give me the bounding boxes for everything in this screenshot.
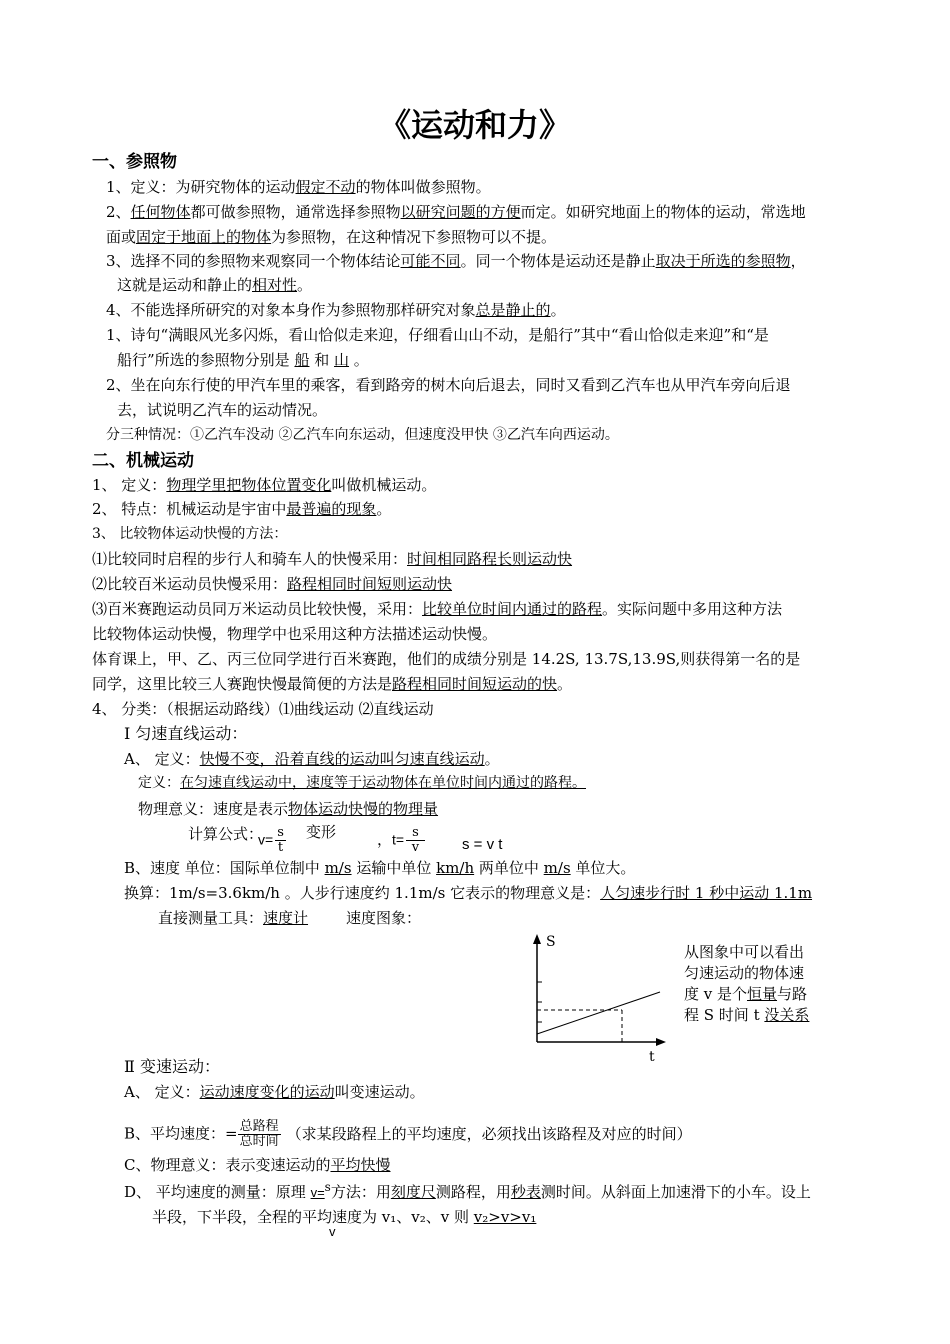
section-heading-reference: 一、参照物 — [92, 152, 177, 172]
race-question: 体育课上，甲、乙、丙三位同学进行百米赛跑，他们的成绩分别是 14.2S, 13.7S,13.9S,则获得第一名的是 — [92, 650, 801, 668]
ref-point-3-cont: 这就是运动和静止的相对性。 — [117, 276, 313, 294]
speed-unit: B、速度 单位：国际单位制中 m/s 运输中单位 km/h 两单位中 m/s 单位大。 — [124, 859, 636, 877]
question-2-answer: 分三种情况：①乙汽车没动 ②乙汽车向东运动，但速度没甲快 ③乙汽车向西运动。 — [106, 427, 619, 443]
uniform-motion-heading: Ⅰ 匀速直线运动： — [124, 724, 248, 743]
question-2-cont: 去，试说明乙汽车的运动情况。 — [117, 401, 328, 419]
speed-meaning: 物理意义：速度是表示物体运动快慢的物理量 — [138, 800, 439, 818]
formula-label: 计算公式： — [188, 825, 264, 843]
formula-t: ，t= $\frac{s}{v}$ — [377, 826, 425, 855]
motion-feature: 2、 特点：机械运动是宇宙中最普遍的现象。 — [92, 500, 392, 518]
graph-line — [537, 992, 660, 1034]
question-2: 2、坐在向东行使的甲汽车里的乘客，看到路旁的树木向后退去，同时又看到乙汽车也从甲汽车旁向后退 — [106, 376, 791, 394]
average-speed: B、平均速度：= $\frac{\text{总路程}}{\text{总时间}}$ （求某段路程上的平均速度，必须找出该路程及对应的时间） — [124, 1119, 692, 1149]
graph-note: 从图象中可以看出 匀速运动的物体速 度 v 是个恒量与路 程 S 时间 t 没关系 — [684, 943, 810, 1024]
graph-y-label: S — [546, 934, 556, 950]
ref-definition: 1、定义：为研究物体的运动假定不动的物体叫做参照物。 — [106, 178, 491, 196]
compare-method-2: ⑵比较百米运动员快慢采用：路程相同时间短则运动快 — [92, 575, 453, 593]
compare-method-3: ⑶百米赛跑运动员同万米运动员比较快慢，采用：比较单位时间内通过的路程。实际问题中多用这种方法 — [92, 600, 783, 618]
section-heading-motion: 二、机械运动 — [92, 451, 194, 471]
graph-x-arrow — [656, 1038, 666, 1046]
motion-compare-heading: 3、 比较物体运动快慢的方法： — [92, 526, 288, 542]
uniform-definition-a: A、 定义：快慢不变，沿着直线的运动叫匀速直线运动。 — [124, 750, 500, 768]
page-title: 《运动和力》 — [378, 106, 571, 144]
variable-definition: A、 定义：运动速度变化的运动叫变速运动。 — [124, 1083, 425, 1101]
variable-motion-heading: Ⅱ 变速运动： — [124, 1057, 220, 1076]
graph-y-arrow — [533, 934, 541, 944]
formula-s: s = v t — [462, 836, 503, 853]
uniform-definition-b: 定义：在匀速直线运动中，速度等于运动物体在单位时间内通过的路程。 — [138, 775, 586, 791]
ref-point-2: 2、任何物体都可做参照物，通常选择参照物以研究问题的方便而定。如研究地面上的物体的运动，常选地 — [106, 203, 806, 221]
compare-method-3-cont: 比较物体运动快慢，物理学中也采用这种方法描述运动快慢。 — [92, 625, 498, 643]
speed-tool: 直接测量工具：速度计 速度图象： — [158, 909, 422, 927]
formula-transform: 变形 — [306, 823, 337, 841]
ref-point-2-cont: 面或固定于地面上的物体为参照物，在这种情况下参照物可以不提。 — [106, 228, 557, 246]
average-speed-relation: 半段，下半段，全程的平均速度为 v₁、v₂、v 则 v₂>v>v₁ — [152, 1208, 537, 1226]
speed-conversion: 换算：1m/s=3.6km/h 。人步行速度约 1.1m/s 它表示的物理意义是：人匀速步行时 1 秒中运动 1.1m — [124, 884, 813, 902]
formula-v: v= $\frac{s}{t}$ — [258, 825, 284, 855]
race-question-cont: 同学，这里比较三人赛跑快慢最简便的方法是路程相同时间短运动的快。 — [92, 675, 573, 693]
motion-definition: 1、 定义：物理学里把物体位置变化叫做机械运动。 — [92, 476, 437, 494]
compare-method-1: ⑴比较同时启程的步行人和骑车人的快慢采用：时间相同路程长则运动快 — [92, 550, 573, 568]
formula-v-denominator: v — [329, 1224, 336, 1239]
motion-classification: 4、 分类：（根据运动路线）⑴曲线运动 ⑵直线运动 — [92, 700, 434, 718]
average-speed-meaning: C、物理意义：表示变速运动的平均快慢 — [124, 1156, 391, 1174]
ref-point-4: 4、不能选择所研究的对象本身作为参照物那样研究对象总是静止的。 — [106, 301, 566, 319]
question-1-cont: 船行”所选的参照物分别是 船 和 山 。 — [117, 351, 369, 369]
average-speed-measure: D、 平均速度的测量：原理 v=s方法：用刻度尺测路程，用秒表测时间。从斜面上加速滑下的小车。设上 — [124, 1180, 811, 1201]
question-1: 1、诗句“满眼风光多闪烁，看山恰似走来迎，仔细看山山不动，是船行”其中“看山恰似走来迎”和“是 — [106, 326, 769, 344]
speed-graph — [530, 930, 670, 1065]
ref-point-3: 3、选择不同的参照物来观察同一个物体结论可能不同。同一个物体是运动还是静止取决于所选的参照物， — [106, 252, 806, 270]
graph-x-label: t — [649, 1049, 655, 1065]
